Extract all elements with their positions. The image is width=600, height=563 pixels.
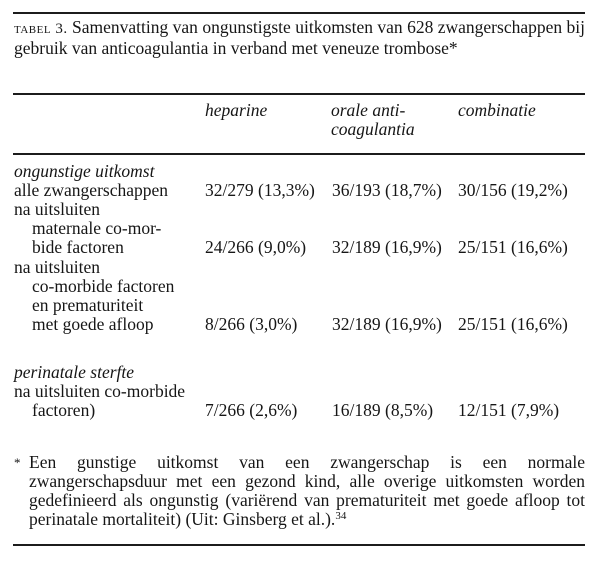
cell-orale: 32/189 (16,9%) [332, 314, 442, 334]
cell-combinatie: 30/156 (19,2%) [458, 180, 568, 200]
cell-orale: 16/189 (8,5%) [332, 400, 434, 420]
footnote-marker: * [14, 455, 21, 470]
row-label-indent: factoren) [32, 400, 96, 420]
table-caption [14, 18, 585, 58]
cell-combinatie: 12/151 (7,9%) [458, 400, 560, 420]
footnote-text: Een gunstige uitkomst van een zwangerschap is een normale zwangerschapsduur met een gezond kind, alle overige uitkomsten worden gedefinieerd als ongunstig (variërend van prematuriteit met goede afloop tot perinatale mortaliteit) (Uit: Ginsberg et al.). [29, 452, 585, 529]
caption-text: Samenvatting van ongunstigste uitkomsten van 628 zwangerschappen bij gebruik van anticoagulantia in verband met veneuze trombose* [14, 17, 586, 58]
column-header-heparine: heparine [205, 100, 268, 120]
column-header-orale-line1: orale anti- [331, 100, 406, 120]
footnote-reference: 34 [335, 510, 347, 522]
bottom-rule [13, 544, 585, 546]
cell-heparine: 32/279 (13,3%) [205, 180, 315, 200]
cell-heparine: 8/266 (3,0%) [205, 314, 298, 334]
row-label: na uitsluiten co-morbide [14, 381, 186, 401]
header-top-rule [13, 93, 585, 95]
cell-orale: 36/193 (18,7%) [332, 180, 442, 200]
row-label-indent: met goede afloop [32, 314, 154, 334]
cell-heparine: 24/266 (9,0%) [205, 237, 307, 257]
row-label-indent: bide factoren [32, 237, 124, 257]
header-bottom-rule [13, 153, 585, 155]
table-label: tabel 3. [14, 21, 68, 37]
row-label-indent: maternale co-mor- [32, 218, 162, 238]
top-rule [13, 12, 585, 14]
cell-combinatie: 25/151 (16,6%) [458, 314, 568, 334]
table-footnote [14, 453, 585, 529]
row-label: na uitsluiten [14, 199, 101, 219]
footnote-text-block [29, 453, 585, 529]
column-header-combinatie: combinatie [458, 100, 536, 120]
cell-orale: 32/189 (16,9%) [332, 237, 442, 257]
row-label: alle zwangerschappen [14, 180, 169, 200]
row-label-indent: co-morbide factoren [32, 276, 175, 296]
cell-combinatie: 25/151 (16,6%) [458, 237, 568, 257]
section-heading: ongunstige uitkomst [14, 161, 155, 181]
row-label: na uitsluiten [14, 257, 101, 277]
section-heading: perinatale sterfte [14, 362, 135, 382]
column-header-orale-line2: coagulantia [331, 119, 415, 139]
row-label-indent: en prematuriteit [32, 295, 144, 315]
cell-heparine: 7/266 (2,6%) [205, 400, 298, 420]
